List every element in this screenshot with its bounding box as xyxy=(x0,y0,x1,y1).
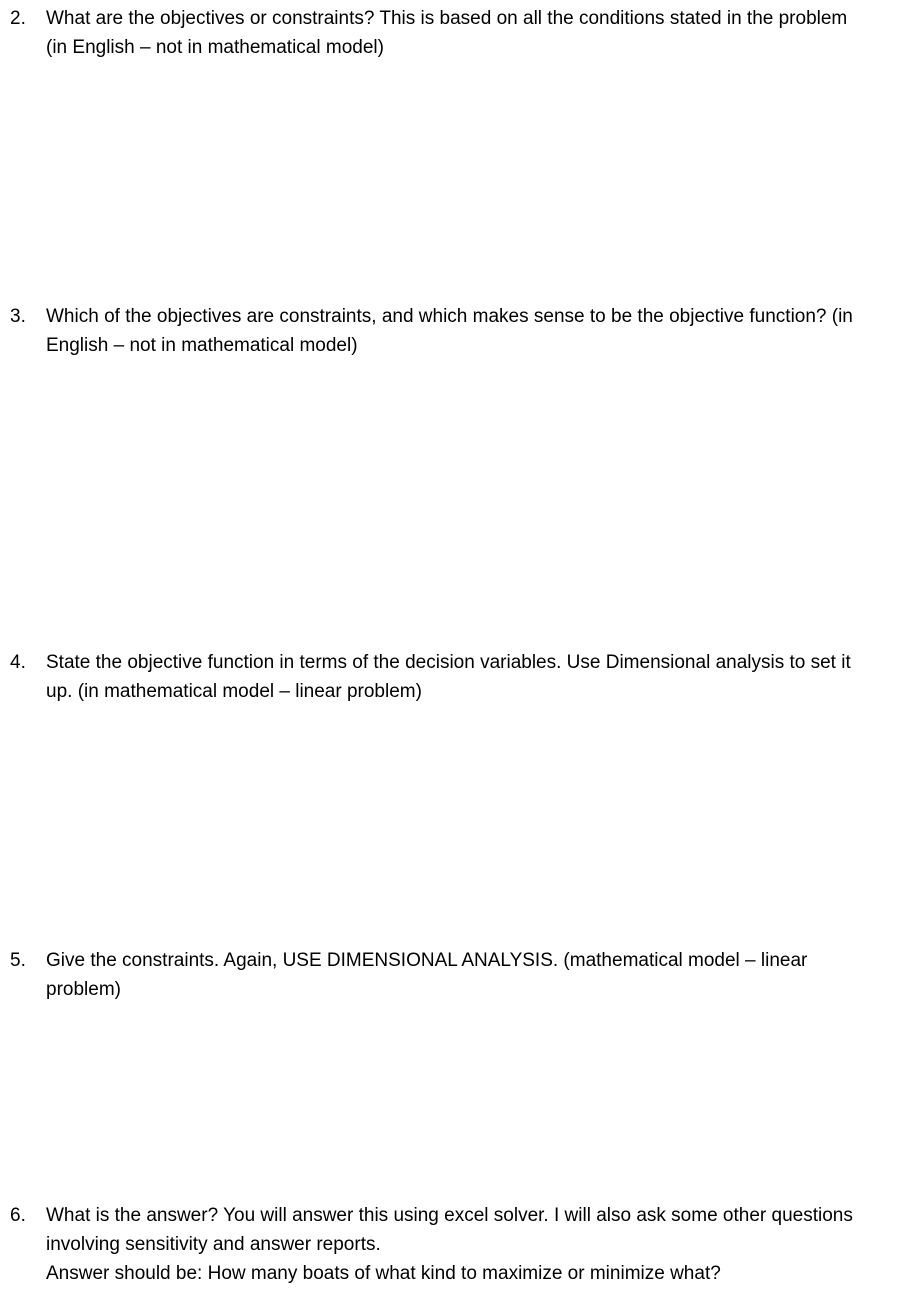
question-text xyxy=(46,302,908,360)
question-line: What is the answer? You will answer this using excel solver. I will also ask some other questions xyxy=(46,1205,853,1226)
question-number: 3. xyxy=(10,306,26,327)
question-text xyxy=(46,1201,908,1288)
question-number: 4. xyxy=(10,652,26,673)
question-4 xyxy=(10,648,908,706)
question-line: Give the constraints. Again, USE DIMENSIONAL ANALYSIS. (mathematical model – linear xyxy=(46,950,808,971)
question-3 xyxy=(10,302,908,360)
question-line: State the objective function in terms of the decision variables. Use Dimensional analysis to set it xyxy=(46,652,851,673)
question-line: (in English – not in mathematical model) xyxy=(46,37,384,58)
question-text xyxy=(46,4,908,62)
question-6 xyxy=(10,1201,908,1288)
question-line: Answer should be: How many boats of what kind to maximize or minimize what? xyxy=(46,1263,721,1284)
question-2 xyxy=(10,4,908,62)
question-line: Which of the objectives are constraints, and which makes sense to be the objective function? (in xyxy=(46,306,853,327)
question-number: 2. xyxy=(10,8,26,29)
question-text xyxy=(46,648,908,706)
question-number: 5. xyxy=(10,950,26,971)
question-line: English – not in mathematical model) xyxy=(46,335,358,356)
question-line: problem) xyxy=(46,979,121,1000)
question-text xyxy=(46,946,908,1004)
question-line: What are the objectives or constraints? This is based on all the conditions stated in the problem xyxy=(46,8,848,29)
question-number: 6. xyxy=(10,1205,26,1226)
question-5 xyxy=(10,946,908,1004)
question-line: up. (in mathematical model – linear problem) xyxy=(46,681,422,702)
question-line: involving sensitivity and answer reports. xyxy=(46,1234,381,1255)
